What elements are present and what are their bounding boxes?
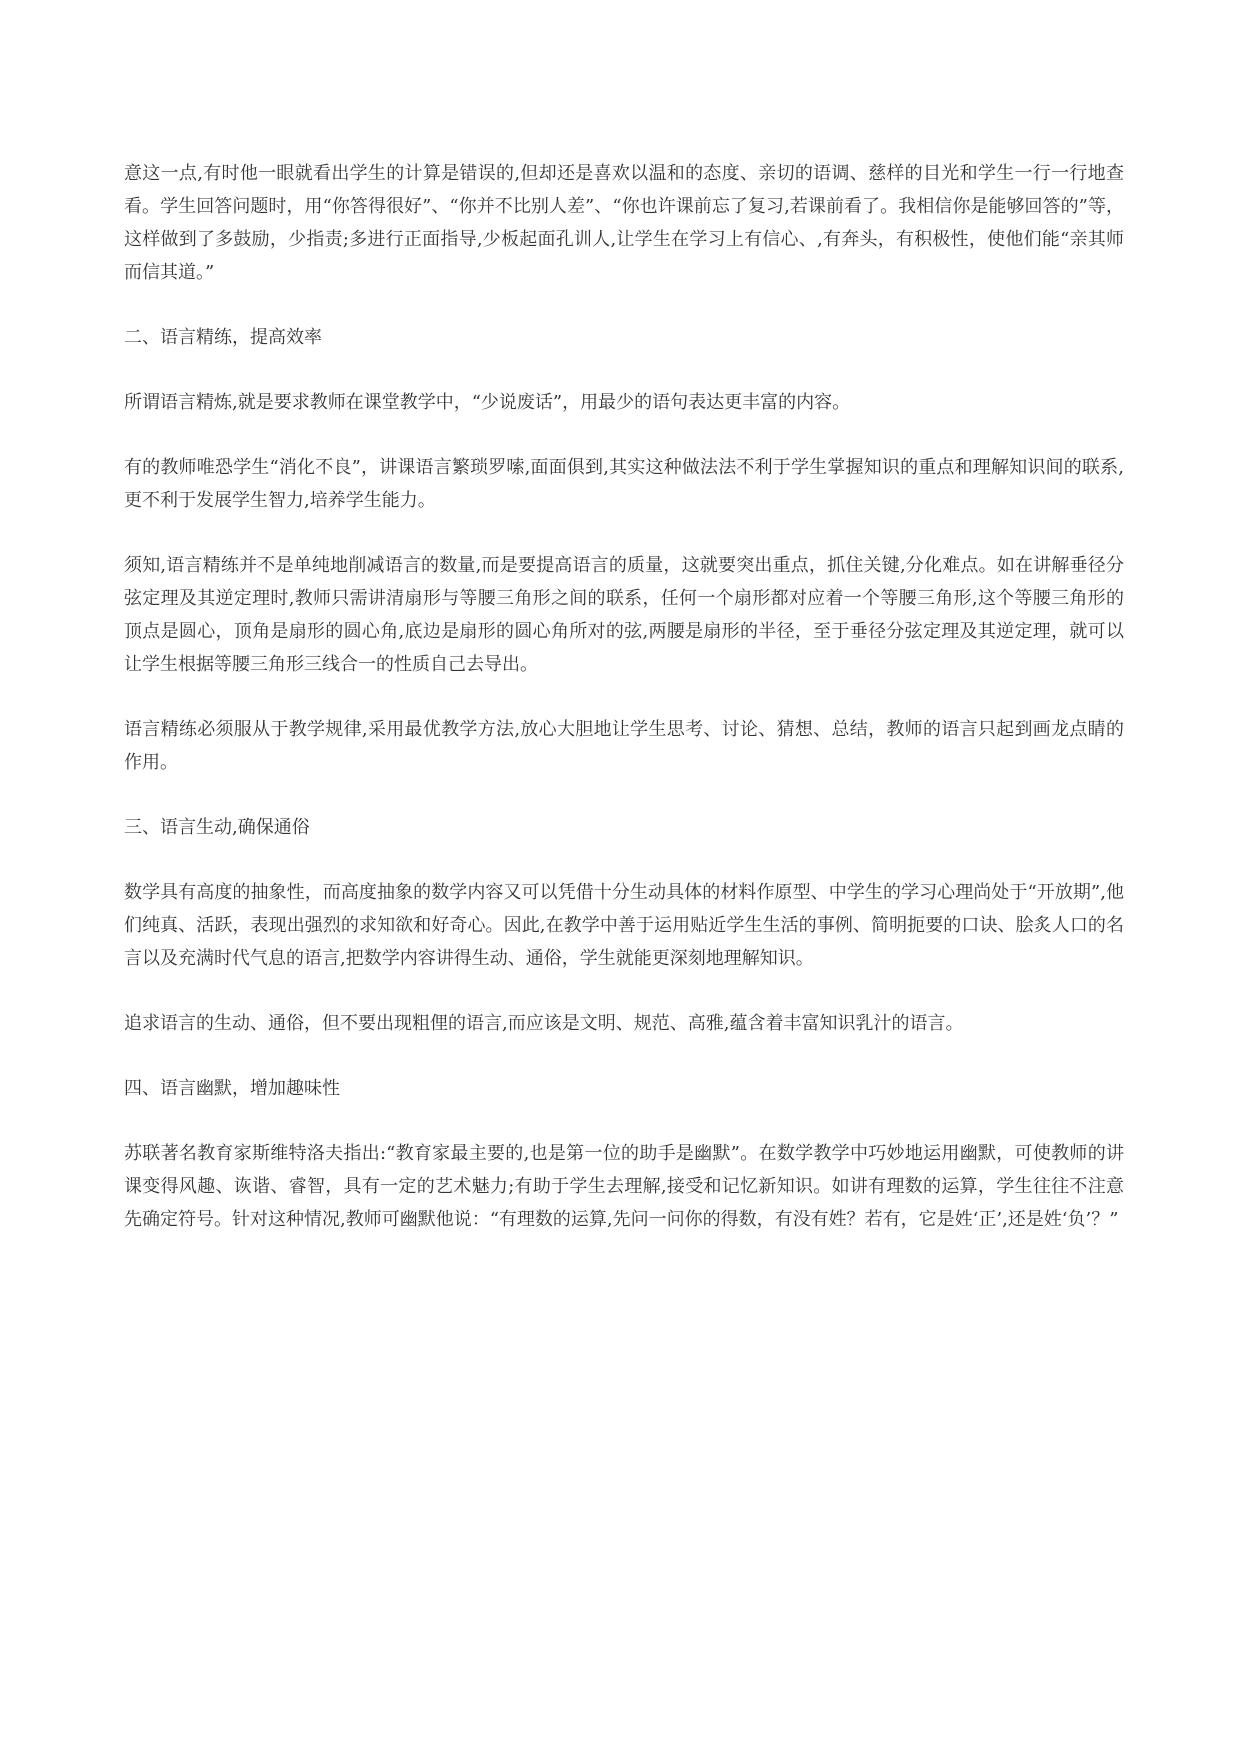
paragraph-intro-continued: 意这一点,有时他一眼就看出学生的计算是错误的,但却还是喜欢以温和的态度、亲切的语调、慈样的目光和学生一行一行地查看。学生回答问题时，用“你答得很好”、“你并不比别人差”、“你也许课前忘了复习,若课前看了。我相信你是能够回答的”等，这样做到了多鼓励，少指责;多进行正面指导,少板起面孔训人,让学生在学习上有信心、,有奔头，有积极性，使他们能“亲其师而信其道。”: [124, 163, 1124, 283]
paragraph-abstraction: 数学具有高度的抽象性，而高度抽象的数学内容又可以凭借十分生动具体的材料作原型、中学生的学习心理尚处于“开放期”,他们纯真、活跃，表现出强烈的求知欲和好奇心。因此,在教学中善于运用贴近学生生活的事例、简明扼要的口诀、脍炙人口的名言以及充满时代气息的语言,把数学内容讲得生动、通俗，学生就能更深刻地理解知识。: [124, 882, 1124, 969]
paragraph-vivid-language: 追求语言的生动、通俗，但不要出现粗俚的语言,而应该是文明、规范、高雅,蕴含着丰富知识乳汁的语言。: [124, 1013, 964, 1034]
paragraph-geometry-example: 须知,语言精练并不是单纯地削减语言的数量,而是要提高语言的质量，这就要突出重点，抓住关键,分化难点。如在讲解垂径分弦定理及其逆定理时,教师只需讲清扇形与等腰三角形之间的联系，任何一个扇形都对应着一个等腰三角形,这个等腰三角形的顶点是圆心，顶角是扇形的圆心角,底边是扇形的圆心角所对的弦,两腰是扇形的半径，至于垂径分弦定理及其逆定理，就可以让学生根据等腰三角形三线合一的性质自己去导出。: [124, 555, 1124, 675]
section-heading-3: 三、语言生动,确保通俗: [124, 817, 310, 838]
section-heading-2: 二、语言精练，提高效率: [124, 327, 322, 348]
document-body: [124, 157, 1124, 1268]
section-heading-4: 四、语言幽默，增加趣味性: [124, 1078, 340, 1099]
paragraph-humor: 苏联著名教育家斯维特洛夫指出:“教育家最主要的,也是第一位的助手是幽默”。在数学教学中巧妙地运用幽默，可使教师的讲课变得风趣、诙谐、睿智，具有一定的艺术魅力;有助于学生去理解,接受和记忆新知识。如讲有理数的运算，学生往往不注意先确定符号。针对这种情况,教师可幽默他说：“有理数的运算,先问一问你的得数，有没有姓？若有，它是姓‘正’,还是姓‘负’？”: [124, 1143, 1124, 1230]
paragraph-teaching-rules: 语言精练必须服从于教学规律,采用最优教学方法,放心大胆地让学生思考、讨论、猜想、总结，教师的语言只起到画龙点睛的作用。: [124, 719, 1124, 773]
paragraph-verbose-teachers: 有的教师唯恐学生“消化不良”，讲课语言繁琐罗嗦,面面俱到,其实这种做法法不利于学生掌握知识的重点和理解知识间的联系,更不利于发展学生智力,培养学生能力。: [124, 457, 1124, 511]
paragraph-definition: 所谓语言精炼,就是要求教师在课堂教学中，“少说废话”，用最少的语句表达更丰富的内容。: [124, 392, 851, 413]
